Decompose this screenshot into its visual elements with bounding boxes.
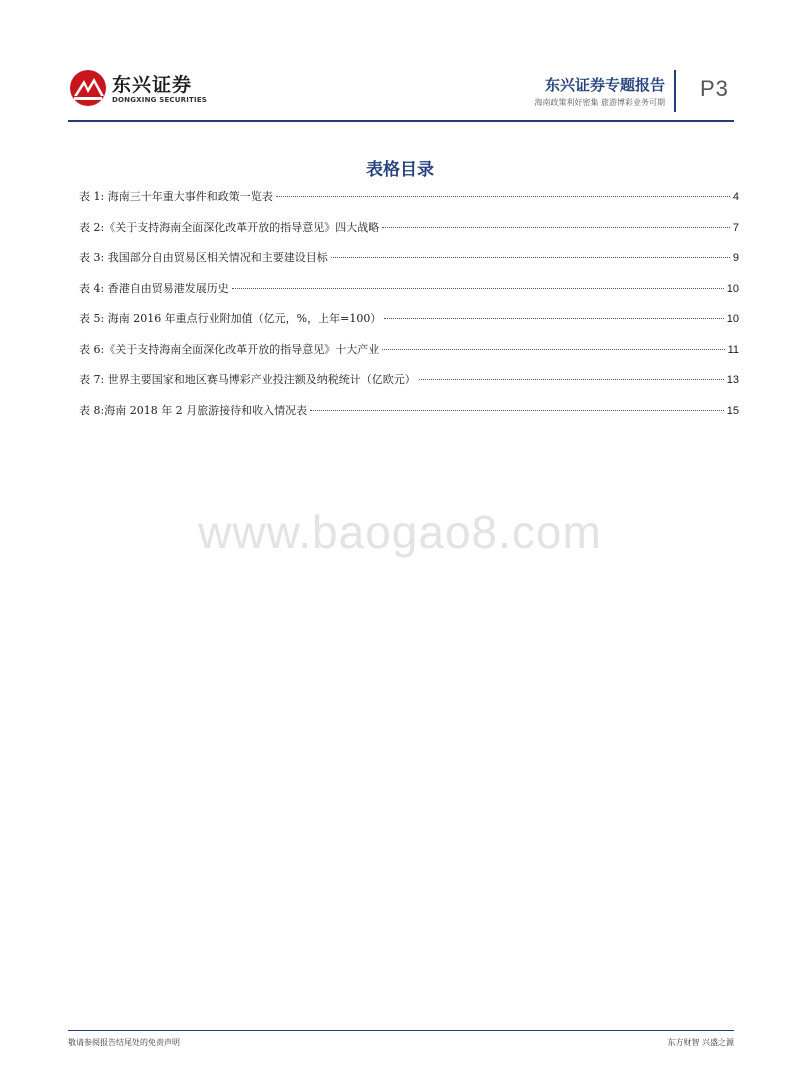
toc-leader-dots [382, 349, 724, 350]
toc-entry[interactable] [79, 280, 739, 311]
brand-name-en: DONGXING SECURITIES [112, 96, 208, 104]
toc-entry-page: 15 [726, 404, 739, 417]
toc-entry-label: 表 5: 海南 2016 年重点行业附加值（亿元，%，上年=100） [79, 312, 382, 325]
toc-entry[interactable] [79, 219, 739, 250]
logo-emblem-icon [68, 66, 108, 112]
toc-entry-page: 13 [726, 374, 739, 386]
toc-entry-label: 表 1: 海南三十年重大事件和政策一览表 [79, 190, 273, 203]
toc-leader-dots [331, 257, 730, 258]
company-logo [68, 66, 208, 116]
brand-name-cn: 东兴证券 [112, 74, 193, 96]
table-of-contents [79, 188, 739, 432]
toc-entry-label: 表 8:海南 2018 年 2 月旅游接待和收入情况表 [79, 403, 308, 417]
toc-entry[interactable] [79, 310, 739, 341]
toc-entry-label: 表 2:《关于支持海南全面深化改革开放的指导意见》四大战略 [79, 220, 380, 234]
toc-title: 表格目录 [366, 160, 434, 180]
footer-disclaimer: 敬请参阅报告结尾处的免责声明 [68, 1038, 180, 1047]
footer-slogan: 东方财智 兴盛之源 [667, 1038, 734, 1047]
toc-entry[interactable] [79, 188, 739, 219]
toc-entry-page: 7 [732, 221, 739, 234]
header-rule [68, 120, 734, 122]
toc-entry-page: 11 [727, 343, 739, 356]
toc-leader-dots [384, 318, 723, 319]
toc-entry-label: 表 3: 我国部分自由贸易区相关情况和主要建设目标 [79, 251, 328, 264]
report-title: 东兴证券专题报告 [544, 76, 665, 94]
toc-entry[interactable] [79, 402, 739, 433]
toc-entry[interactable] [79, 341, 739, 372]
toc-entry[interactable] [79, 249, 739, 280]
toc-entry-page: 10 [726, 313, 739, 325]
toc-leader-dots [232, 288, 724, 289]
toc-entry-page: 10 [726, 282, 739, 295]
page-header [0, 0, 800, 125]
watermark: www.baogao8.com [198, 506, 602, 558]
page-number: P3 [700, 76, 729, 101]
footer-rule [68, 1030, 734, 1031]
toc-entry[interactable] [79, 371, 739, 402]
toc-leader-dots [276, 196, 730, 197]
toc-entry-page: 9 [732, 252, 739, 264]
toc-leader-dots [382, 227, 730, 228]
toc-entry-label: 表 7: 世界主要国家和地区赛马博彩产业投注额及纳税统计（亿欧元） [79, 373, 416, 386]
toc-leader-dots [310, 410, 724, 411]
report-subtitle: 海南政策利好密集 旅游博彩业务可期 [534, 98, 665, 107]
header-divider [674, 70, 676, 112]
toc-entry-label: 表 6:《关于支持海南全面深化改革开放的指导意见》十大产业 [79, 342, 380, 356]
toc-leader-dots [419, 379, 724, 380]
toc-entry-page: 4 [732, 191, 739, 203]
toc-entry-label: 表 4: 香港自由贸易港发展历史 [79, 281, 229, 295]
